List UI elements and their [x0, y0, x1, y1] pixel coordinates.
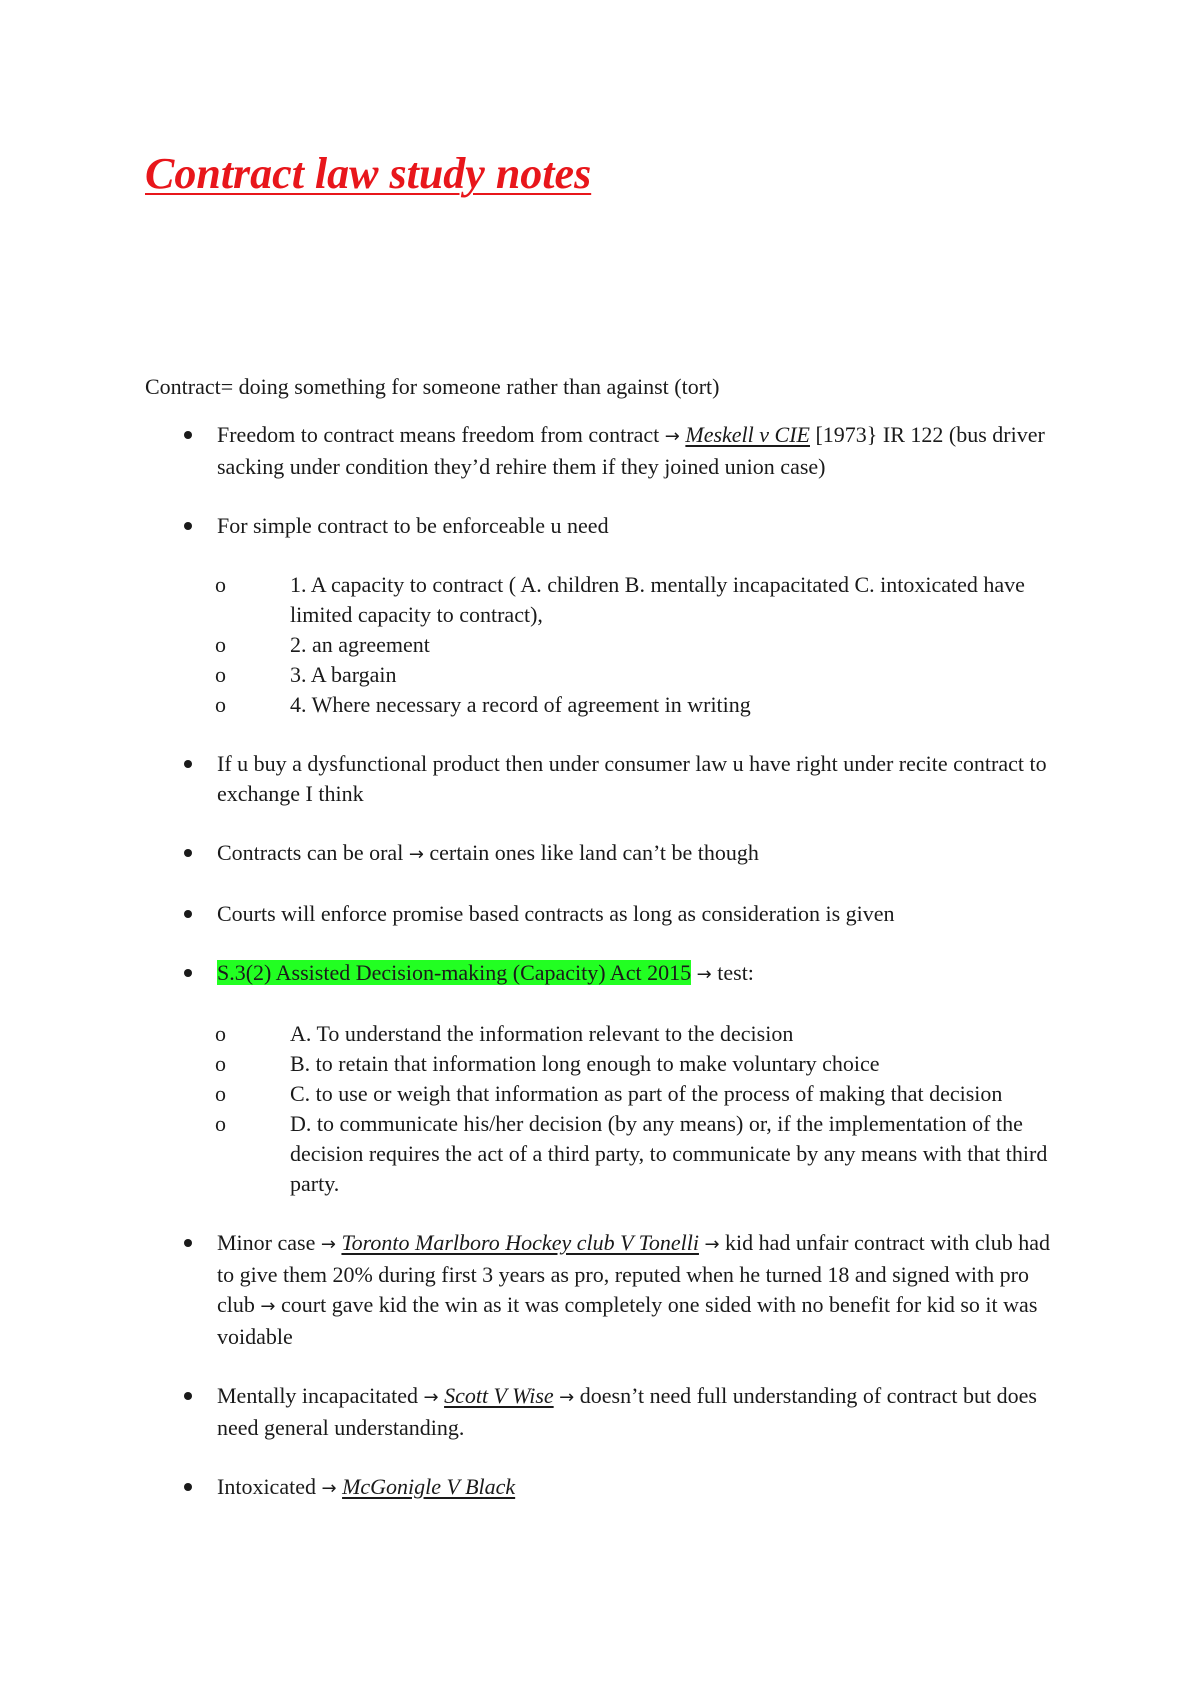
bullet-item-simple-contract [145, 511, 1065, 720]
circle-bullet-icon: o [215, 1081, 226, 1106]
bullet-text: Minor case [217, 1230, 316, 1255]
sub-item-text: 1. A capacity to contract ( A. children B. mentally incapacitated C. intoxicated have limited capacity to contract), [290, 572, 1025, 627]
sub-item-text: A. To understand the information relevant to the decision [290, 1021, 794, 1046]
bullet-text: Mentally incapacitated [217, 1383, 418, 1408]
bullet-text: For simple contract to be enforceable u need [217, 513, 609, 538]
circle-bullet-icon: o [215, 662, 226, 687]
sub-item-text: C. to use or weigh that information as part of the process of making that decision [290, 1081, 1003, 1106]
bullet-text-after: [1973} IR 122 (bus driver sacking under condition they’d rehire them if they joined union case) [217, 422, 1045, 479]
circle-bullet-icon: o [215, 692, 226, 717]
sub-list-requirements [217, 570, 1065, 720]
sub-list-item [217, 1049, 1065, 1079]
sub-item-text: 3. A bargain [290, 662, 397, 687]
arrow-icon: → [696, 964, 712, 985]
bullet-dot-icon [184, 1392, 192, 1400]
bullet-dot-icon [184, 1239, 192, 1247]
bullet-item-mentally-incapacitated [145, 1381, 1065, 1443]
sub-item-text: B. to retain that information long enough to make voluntary choice [290, 1051, 880, 1076]
bullet-dot-icon [184, 910, 192, 918]
sub-item-text: 4. Where necessary a record of agreement in writing [290, 692, 751, 717]
sub-list-item [217, 1079, 1065, 1109]
bullet-dot-icon [184, 849, 192, 857]
bullet-item-minor-case [145, 1228, 1065, 1352]
circle-bullet-icon: o [215, 1111, 226, 1136]
page-title: Contract law study notes [145, 149, 592, 198]
circle-bullet-icon: o [215, 1051, 226, 1076]
bullet-item-consumer-law [145, 749, 1065, 809]
bullet-text: Freedom to contract means freedom from contract [217, 422, 660, 447]
circle-bullet-icon: o [215, 632, 226, 657]
sub-list-item [217, 660, 1065, 690]
sub-list-test [217, 1019, 1065, 1199]
sub-item-text: 2. an agreement [290, 632, 430, 657]
case-citation: Toronto Marlboro Hockey club V Tonelli [341, 1230, 699, 1255]
sub-list-item [217, 1019, 1065, 1049]
circle-bullet-icon: o [215, 1021, 226, 1046]
arrow-icon: → [559, 1387, 575, 1408]
bullet-item-intoxicated [145, 1472, 1065, 1504]
bullet-dot-icon [184, 431, 192, 439]
case-citation: Scott V Wise [444, 1383, 554, 1408]
arrow-icon: → [423, 1387, 439, 1408]
bullet-text-after: court gave kid the win as it was completely one sided with no benefit for kid so it was voidable [217, 1292, 1038, 1349]
notes-body [145, 372, 1065, 1533]
bullet-item-freedom [145, 420, 1065, 482]
arrow-icon: → [260, 1296, 276, 1317]
case-citation: McGonigle V Black [342, 1474, 516, 1499]
sub-list-item [217, 630, 1065, 660]
case-citation: Meskell v CIE [685, 422, 810, 447]
arrow-icon: → [704, 1234, 720, 1255]
arrow-icon: → [408, 844, 424, 865]
highlighted-statute: S.3(2) Assisted Decision-making (Capacity) Act 2015 [217, 960, 692, 985]
bullet-dot-icon [184, 969, 192, 977]
circle-bullet-icon: o [215, 572, 226, 597]
sub-item-text: D. to communicate his/her decision (by any means) or, if the implementation of the decision requires the act of a third party, to communicate by any means with that third party. [290, 1111, 1048, 1196]
arrow-icon: → [321, 1478, 337, 1499]
intro-paragraph: Contract= doing something for someone rather than against (tort) [145, 374, 720, 399]
bullet-list [145, 420, 1065, 1504]
bullet-item-oral-contracts [145, 838, 1065, 870]
bullet-text-after: certain ones like land can’t be though [423, 840, 759, 865]
bullet-text-after: test: [711, 960, 754, 985]
bullet-dot-icon [184, 760, 192, 768]
arrow-icon: → [664, 426, 680, 447]
sub-list-item [217, 570, 1065, 630]
arrow-icon: → [320, 1234, 336, 1255]
bullet-text: If u buy a dysfunctional product then under consumer law u have right under recite contract to exchange I think [217, 751, 1047, 806]
bullet-text: Courts will enforce promise based contracts as long as consideration is given [217, 901, 895, 926]
sub-list-item [217, 1109, 1065, 1199]
bullet-dot-icon [184, 522, 192, 530]
bullet-text-mid: kid had unfair contract with club had to give them 20% during first 3 years as pro, reputed when he turned 18 and signed with pro club [217, 1230, 1051, 1317]
bullet-text: Contracts can be oral [217, 840, 404, 865]
sub-list-item [217, 690, 1065, 720]
bullet-item-capacity-act [145, 958, 1065, 1199]
bullet-text-after: doesn’t need full understanding of contract but does need general understanding. [217, 1383, 1037, 1440]
bullet-item-consideration [145, 899, 1065, 929]
bullet-dot-icon [184, 1483, 192, 1491]
bullet-text: Intoxicated [217, 1474, 316, 1499]
